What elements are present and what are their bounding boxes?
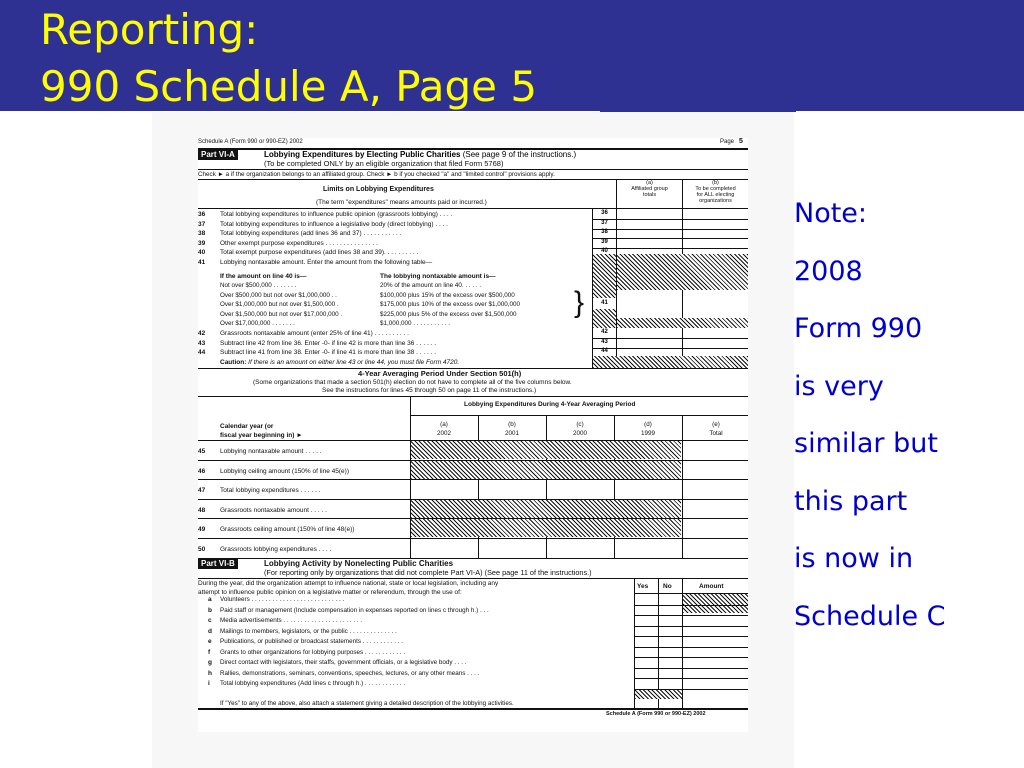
table-right-cell: $1,000,000 . . . . . . . . . . . bbox=[380, 320, 451, 327]
part-vi-a-subtitle: (To be completed ONLY by an eligible organization that filed Form 5768) bbox=[264, 159, 504, 168]
col-letter: (c) bbox=[576, 421, 584, 428]
table-left-cell: Not over $500,000 . . . . . . . bbox=[220, 282, 297, 289]
line-text: Total lobbying expenditures (add lines 36 and 37) . . . . . . . . . . . bbox=[220, 230, 402, 237]
averaging-sub-2: See the instructions for lines 45 through 50 on page 11 of the instructions.) bbox=[322, 387, 537, 394]
line-text: Total lobbying expenditures to influence a legislative body (direct lobbying) . . . . bbox=[220, 220, 448, 228]
caution-text: Caution: If there is an amount on either line 43 or line 44, you must file Form 4720. bbox=[220, 359, 460, 366]
form-header-left: Schedule A (Form 990 or 990-EZ) 2002 bbox=[198, 139, 303, 145]
box-label-41: 41 bbox=[601, 300, 608, 306]
form-scan-area bbox=[152, 112, 794, 768]
col-b-header: (b) To be completed for ALL electing organizations bbox=[695, 180, 736, 204]
col-year: 1999 bbox=[640, 430, 655, 437]
part-vi-b-title: Lobbying Activity by Nonelecting Public Charities bbox=[264, 559, 454, 568]
col-a-header: (a) Affiliated group totals bbox=[631, 180, 668, 198]
form-page-number: 5 bbox=[739, 138, 743, 145]
line-text: Other exempt purpose expenditures . . . . . . . . . . . . . . . bbox=[220, 239, 378, 247]
note-line: similar but bbox=[794, 428, 938, 459]
line-text: Grassroots ceiling amount (150% of line 48(e)) bbox=[220, 526, 355, 533]
line-number: 47 bbox=[198, 487, 206, 494]
col-letter: (b) bbox=[508, 421, 516, 428]
table-left-cell: Over $17,000,000 . . . . . . . bbox=[220, 320, 295, 327]
line-number: 40 bbox=[198, 249, 206, 256]
line-number: 46 bbox=[198, 467, 206, 475]
table-head-left: If the amount on line 40 is— bbox=[220, 273, 307, 280]
col-amount: Amount bbox=[699, 583, 724, 590]
box-label: 43 bbox=[601, 338, 608, 345]
item-text: Grants to other organizations for lobbying purposes . . . . . . . . . . . . bbox=[220, 648, 406, 656]
line-text: Lobbying ceiling amount (150% of line 45(e)) bbox=[220, 467, 349, 475]
item-letter: i bbox=[208, 680, 210, 687]
item-letter: a bbox=[208, 596, 212, 603]
averaging-title: 4-Year Averaging Period Under Section 501(h) bbox=[358, 369, 522, 378]
table-left-cell: Over $1,000,000 but not over $1,500,000 . bbox=[220, 301, 339, 308]
part-vi-a-label: Part VI-A bbox=[198, 150, 238, 160]
rule bbox=[634, 647, 748, 648]
rule bbox=[634, 657, 748, 658]
table-right-cell: $100,000 plus 15% of the excess over $500,000 bbox=[380, 291, 515, 299]
schedule-a-form-page bbox=[198, 138, 748, 732]
part-vi-b-label: Part VI-B bbox=[198, 559, 238, 569]
part-vi-b-subtitle: (For reporting only by organizations that did not complete Part VI-A) (See page 11 of the instructions.) bbox=[264, 568, 592, 577]
shaded-cell bbox=[411, 500, 681, 518]
shaded-cell bbox=[411, 441, 681, 459]
note-line: Form 990 bbox=[794, 313, 923, 344]
box-label: 39 bbox=[601, 238, 608, 245]
line-text: Total lobbying expenditures . . . . . . bbox=[220, 487, 321, 494]
item-text: Rallies, demonstrations, seminars, conventions, speeches, lectures, or any other means . . . . bbox=[220, 669, 480, 677]
line-number: 38 bbox=[198, 230, 206, 237]
line-number: 48 bbox=[198, 506, 206, 514]
slide-title-line-2: 990 Schedule A, Page 5 bbox=[40, 62, 538, 111]
line-number: 42 bbox=[198, 330, 206, 337]
line-number: 37 bbox=[198, 220, 206, 228]
note-line: this part bbox=[794, 485, 908, 517]
rule bbox=[410, 415, 748, 416]
line-text: Subtract line 42 from line 36. Enter -0- if line 42 is more than line 36 . . . . . . bbox=[220, 339, 437, 347]
col-year: 2001 bbox=[504, 430, 519, 437]
rule bbox=[634, 615, 748, 616]
box-label: 38 bbox=[601, 229, 608, 235]
rule bbox=[198, 538, 748, 539]
limits-title: Limits on Lobbying Expenditures bbox=[323, 186, 434, 193]
rule bbox=[198, 208, 748, 209]
col-letter: (e) bbox=[712, 421, 720, 428]
line-text: Lobbying nontaxable amount. Enter the amount from the following table— bbox=[220, 258, 433, 266]
line-number: 45 bbox=[198, 448, 206, 455]
line-text: Total exempt purpose expenditures (add lines 38 and 39). . . . . . . . . . bbox=[220, 249, 419, 256]
line-number: 50 bbox=[198, 545, 206, 553]
line-text: Grassroots nontaxable amount . . . . . bbox=[220, 506, 327, 514]
col-letter: (a) bbox=[440, 421, 448, 428]
shaded-cell bbox=[593, 309, 616, 328]
rule bbox=[634, 626, 748, 627]
item-text: Direct contact with legislators, their staffs, government officials, or a legislative body . . . . bbox=[220, 659, 467, 666]
item-text: Paid staff or management (Include compensation in expenses reported on lines c through h.) . . . bbox=[220, 606, 489, 614]
item-letter: f bbox=[208, 648, 211, 656]
form-footer: Schedule A (Form 990 or 990-EZ) 2002 bbox=[606, 711, 706, 717]
averaging-sub-1: (Some organizations that made a section 501(h) election do not have to complete all of the five columns below. bbox=[253, 379, 572, 386]
shaded-cell bbox=[635, 690, 682, 699]
shaded-cell bbox=[683, 594, 748, 613]
part-vi-b-footnote: If "Yes" to any of the above, also attach a statement giving a detailed description of the lobbying activities. bbox=[220, 700, 514, 707]
line-number: 39 bbox=[198, 239, 206, 247]
line-number: 43 bbox=[198, 339, 206, 347]
shaded-cell bbox=[593, 356, 748, 368]
item-letter: h bbox=[208, 669, 212, 677]
calendar-year-2: fiscal year beginning in) ► bbox=[220, 432, 303, 439]
table-right-cell: 20% of the amount on line 40. . . . . . bbox=[380, 282, 482, 289]
line-number: 44 bbox=[198, 349, 206, 356]
box-label: 37 bbox=[601, 219, 608, 226]
item-letter: g bbox=[208, 659, 212, 666]
item-letter: e bbox=[208, 638, 212, 645]
shaded-cell bbox=[617, 254, 748, 290]
item-letter: d bbox=[208, 627, 212, 635]
line-text: Subtract line 41 from line 38. Enter -0- if line 41 is more than line 38 . . . . . . bbox=[220, 349, 437, 356]
rule bbox=[634, 678, 748, 679]
note-line: Note: bbox=[794, 198, 868, 229]
calendar-year-1: Calendar year (or bbox=[220, 423, 274, 430]
line-text: Lobbying nontaxable amount . . . . . bbox=[220, 448, 322, 455]
box-label: 44 bbox=[601, 348, 608, 354]
col-no: No bbox=[663, 583, 672, 590]
brace: } bbox=[574, 286, 585, 319]
form-header-right: Page bbox=[720, 139, 735, 145]
shaded-cell bbox=[411, 519, 681, 537]
item-letter: b bbox=[208, 606, 212, 614]
note-line: is very bbox=[794, 370, 884, 402]
line-text: Grassroots nontaxable amount (enter 25% of line 41) . . . . . . . . . . bbox=[220, 330, 409, 337]
check-line: Check ► a if the organization belongs to an affiliated group. Check ► b if you checked "a" and "limited control" provisions apply. bbox=[198, 171, 555, 178]
note-line: is now in bbox=[794, 543, 914, 574]
shaded-cell bbox=[617, 318, 748, 328]
item-letter: c bbox=[208, 617, 212, 624]
slide-title-line-1: Reporting: bbox=[40, 5, 259, 54]
table-left-cell: Over $1,500,000 but not over $17,000,000 . bbox=[220, 310, 343, 318]
col-year: Total bbox=[709, 430, 723, 437]
box-label: 40 bbox=[601, 248, 608, 254]
col-yes: Yes bbox=[637, 583, 649, 590]
line-text: Total lobbying expenditures to influence public opinion (grassroots lobbying) . . . . bbox=[220, 211, 453, 218]
rule bbox=[634, 605, 748, 606]
line-text: Grassroots lobbying expenditures . . . . bbox=[220, 545, 332, 553]
item-text: Media advertisements . . . . . . . . . . . . . . . . . . . . . . . bbox=[220, 617, 363, 624]
table-right-cell: $225,000 plus 5% of the excess over $1,500,000 bbox=[380, 310, 517, 318]
period-title: Lobbying Expenditures During 4-Year Averaging Period bbox=[464, 401, 636, 408]
limits-subtitle: (The term "expenditures" means amounts paid or incurred.) bbox=[316, 199, 487, 206]
rule bbox=[198, 479, 748, 480]
line-number: 49 bbox=[198, 526, 206, 533]
box-label: 36 bbox=[601, 210, 608, 216]
col-year: 2002 bbox=[436, 430, 451, 437]
box-label: 42 bbox=[601, 329, 608, 335]
col-year: 2000 bbox=[572, 430, 587, 437]
line-number: 36 bbox=[198, 211, 206, 218]
rule bbox=[634, 668, 748, 669]
note-line: 2008 bbox=[794, 255, 863, 287]
rule bbox=[198, 396, 748, 397]
part-vi-b-intro-2: attempt to influence public opinion on a legislative matter or referendum, through the use of: bbox=[198, 589, 462, 596]
note-line: Schedule C bbox=[794, 600, 946, 632]
line-number: 41 bbox=[198, 258, 206, 266]
table-right-cell: $175,000 plus 10% of the excess over $1,000,000 bbox=[380, 301, 521, 308]
rule bbox=[634, 689, 748, 690]
table-left-cell: Over $500,000 but not over $1,000,000 . . bbox=[220, 291, 337, 299]
part-vi-b-intro-1: During the year, did the organization attempt to influence national, state or local legislation, including any bbox=[198, 580, 499, 587]
shaded-cell bbox=[411, 461, 681, 479]
rule bbox=[634, 636, 748, 637]
col-letter: (d) bbox=[644, 421, 652, 428]
item-text: Total lobbying expenditures (Add lines c through h.) . . . . . . . . . . . . bbox=[220, 680, 406, 687]
part-vi-a-title: Lobbying Expenditures by Electing Public Charities (See page 9 of the instructions.) bbox=[264, 150, 577, 159]
item-text: Publications, or published or broadcast statements . . . . . . . . . . . . bbox=[220, 638, 404, 645]
item-text: Volunteers . . . . . . . . . . . . . . . . . . . . . . . . . . . bbox=[220, 596, 345, 603]
item-text: Mailings to members, legislators, or the public . . . . . . . . . . . . . . bbox=[220, 627, 397, 635]
table-head-right: The lobbying nontaxable amount is— bbox=[380, 273, 496, 280]
shaded-cell bbox=[593, 254, 616, 298]
